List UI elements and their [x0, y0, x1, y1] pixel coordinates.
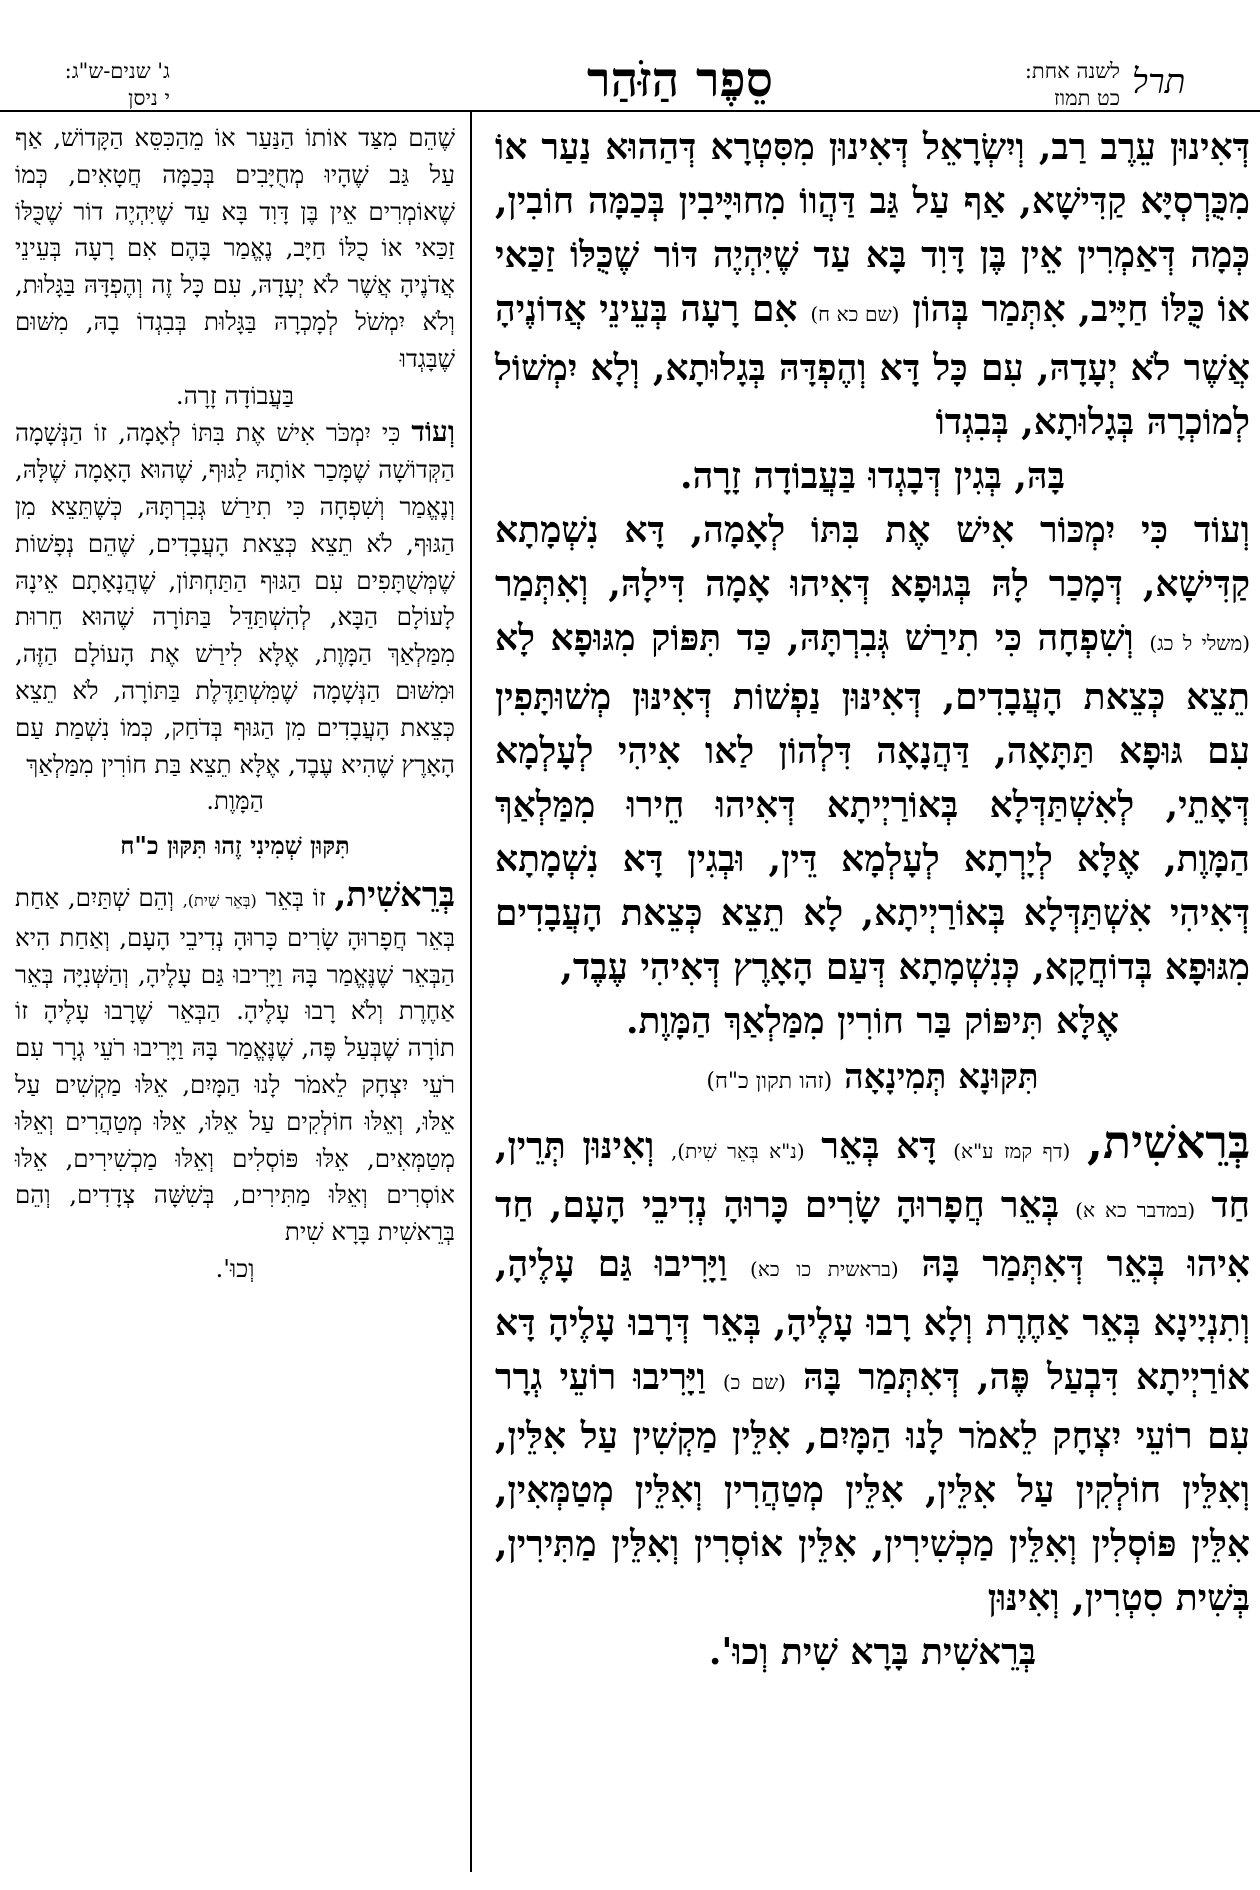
main-paragraph [495, 120, 1250, 449]
lead-word: וְעוֹד [411, 415, 455, 449]
section-subtitle: (זהו תקון כ"ח) [706, 1069, 833, 1094]
opening-word: בְּרֵאשִׁית, [334, 874, 455, 915]
main-paragraph [495, 503, 1250, 994]
main-text: וְשִׁפְחָה כִּי תִירַשׁ גְּבִרְתָּהּ, כַּד תִּפּוֹק מִגּוּפָא לָא תֵצֵא כְּצֵאת הָעֲבָדִים, דְּאִינּוּן נַפְשׁוֹת דְּאִינּוּן מְשׁוּתָּפִין עִם גּוּפָא תַּתָּאָה, דַּהֲנָאָה דִּלְהוֹן לַאו אִיהִי לְעָלְמָא דְּאָתֵי, לְאִשְׁתַּדְּלָא בְּאוֹרַיְיתָא דְּאִיהוּ חֵירוּ מִמַּלְאַךְ הַמָּוֶת, אֶלָּא לְיָרְתָא לְעָלְמָא דֵּין, וּבְגִין דָּא נִשְׁמָתָא דְּאִיהִי אִשְׁתַּדְּלָא בְּאוֹרַיְיתָא, לָא תֵצֵא כְּצֵאת הָעֲבָדִים מִגּוּפָא בְּדוֹחֲקָא, כְּנִשְׁמָתָא דְּעַם הָאָרֶץ דְּאִיהִי עֶבֶד, [495, 617, 1250, 988]
main-text: דְּאִינוּן עֵרֶב רַב, וְיִשְׂרָאֵל דְּאִינוּן מִסִּטְרָא דְּהַהוּא נַעַר אוֹ מִכֻּרְסְיָּא קַדִּישָׁא, אַף עַל גַּב דַּהֲווֹ מִחוּיָּיבִין בְּכַמָּה חוֹבִין, כְּמָה דְּאַמְרִין אֵין בֶּן דָּוִד בָּא עַד שֶׁיִּהְיֶה דּוֹר שֶׁכֻּלּוֹ זַכַּאי אוֹ כֻּלּוֹ חַיָּיב, אִתְּמַר בְּהוֹן [495, 126, 1250, 330]
verse-reference: (שם כ) [722, 1370, 786, 1394]
header-left-info [10, 58, 170, 112]
verse-reference: (משלי ל כג) [1149, 631, 1251, 655]
date-one-year: כט תמוז [1053, 86, 1120, 110]
main-paragraph [495, 1115, 1250, 1625]
variant-reference: (נ"א בְּאֵר שִׁית), [670, 1139, 805, 1163]
main-text-column [495, 120, 1250, 1679]
translation-paragraph-end: בַּעֲבוֹדָה זָרָה. [175, 380, 295, 410]
schedule-three-years: ג' שנים-ש"ג: [64, 59, 170, 83]
main-text: דָּא בְּאֵר [821, 1125, 937, 1167]
translation-text: זוֹ בְּאֵר [265, 882, 326, 912]
header-right-info [1000, 58, 1120, 112]
translation-section-heading: תִּקּוּן שְׁמִינִי זֶהוּ תִּקּוּן כ"ח [120, 831, 350, 861]
main-text: וַיָּרִיבוּ גַּם עָלֶיהָ, וְתִנְיָינָא בְּאֵר אַחֶרֶת וְלָא רָבוּ עָלֶיהָ, בְּאֵר דְּרָבוּ עָלֶיהָ דָּא אוֹרַיְיתָא דִּבְעַל פֶּה, דְּאִתְּמַר בָּהּ [495, 1243, 1250, 1398]
verse-reference: (שם כא ח) [810, 302, 900, 326]
translation-paragraph [15, 414, 455, 783]
translation-text: וְהֵם שְׁתַּיִם, אַחַת בְּאֵר חֲפָרוּהָ שָׂרִים כָּרוּהָ נְדִיבֵי הָעָם, וְאַחַת הִיא הַבְּאֵר שֶׁנֶּאֱמַר בָּהּ וַיָּרִיבוּ גַּם עָלֶיהָ, וְהַשְּׁנִיָּה בְּאֵר אַחֶרֶת וְלֹא רָבוּ עָלֶיהָ. הַבְּאֵר שֶׁרָבוּ עָלֶיהָ זוֹ תוֹרָה שֶׁבְּעַל פֶּה, שֶׁנֶּאֱמַר בָּהּ וַיָּרִיבוּ רֹעֵי גְרָר עִם רֹעֵי יִצְחָק לֵאמֹר לָנוּ הַמָּיִם, אֵלּוּ מַקְשִׁים עַל אֵלּוּ, וְאֵלּוּ חוֹלְקִים עַל אֵלּוּ, אֵלּוּ מְטַהֲרִים וְאֵלּוּ מְטַמְּאִים, אֵלּוּ פּוֹסְלִים וְאֵלּוּ מַכְשִׁירִים, אֵלּוּ אוֹסְרִים וְאֵלּוּ מַתִּירִים, בְּשִׁשָּׁה צְדָדִים, וְהֵם בְּרֵאשִׁית בָּרָא שִׁית [15, 882, 455, 1247]
column-divider [470, 112, 472, 1872]
main-text: וְעוֹד כִּי יִמְכּוֹר אִישׁ אֶת בִּתּוֹ לְאָמָה, דָּא נִשְׁמָתָא קַדִּישָׁא, דְּמָכַר לָהּ בְּגוּפָא דְּאִיהוּ אָמָה דִּילָהּ, וְאִתְּמַר [495, 509, 1250, 605]
main-text: וַיָּרִיבוּ רוֹעֵי גְרָר עִם רוֹעֵי יִצְחָק לֵאמֹר לָנוּ הַמָּיִם, אִלֵּין מַקְשִׁין עַל אִלֵּין, וְאִלֵּין חוֹלְקִין עַל אִלֵּין, אִלֵּין מְטַהֲרִין וְאִלֵּין מְטַמְּאִין, אִלֵּין פּוֹסְלִין וְאִלֵּין מַכְשִׁירִין, אִלֵּין אוֹסְרִין וְאִלֵּין מַתִּירִין, בְּשִׁית סִטְרִין, וְאִינּוּן [495, 1356, 1250, 1619]
section-title: תִּקּוּנָא תְּמִינָאָה [844, 1057, 1039, 1097]
main-text: אִם רָעָה בְּעֵינֵי אֲדוֹנֶיהָ אֲשֶׁר לֹא יְעָדָהּ, עִם כָּל דָּא וְהֶפְדָּהּ בְּגָלוּתָא, וְלָא יִמְשׁוֹל לְמוֹכְרָהּ בְּגָלוּתָא, בְּבִגְדוֹ [495, 288, 1250, 443]
main-paragraph-end: בָּהּ, בְּגִין דְּבָגְדוּ בַּעֲבוֹדָה זָרָה. [680, 455, 1065, 497]
translation-paragraph-end: הַמָּוֶת. [206, 786, 264, 816]
verse-reference: (בראשית כו כא) [750, 1257, 899, 1281]
opening-word: בְּרֵאשִׁית, [1087, 1115, 1250, 1169]
date-three-years: י ניסן [128, 86, 170, 110]
main-paragraph-end: אֶלָּא תִּיפּוֹק בַּר חוֹרִין מִמַּלְאַךְ הַמָּוֶת. [625, 1000, 1120, 1042]
translation-paragraph: שֶׁהֵם מִצַּד אוֹתוֹ הַנַּעַר אוֹ מֵהַכִּסֵּא הַקָּדוֹשׁ, אַף עַל גַּב שֶׁהָיוּ מְחֻיָּבִים בְּכַמָּה חֲטָאִים, כְּמוֹ שֶׁאוֹמְרִים אֵין בֶּן דָּוִד בָּא עַד שֶׁיִּהְיֶה דוֹר שֶׁכֻּלּוֹ זַכַּאי אוֹ כֻלּוֹ חַיָּב, נֶאֱמַר בָּהֶם אִם רָעָה בְּעֵינֵי אֲדֹנֶיהָ אֲשֶׁר לֹא יְעָדָהּ, עִם כָּל זֶה וְהֶפְדָּהּ בַּגָּלוּת, וְלֹא יִמְשֹׁל לְמָכְרָהּ בַּגָּלוּת בְּבִגְדוֹ בָהּ, מִשּׁוּם שֶׁבָּגְדוּ [15, 123, 455, 373]
book-title: סֵפֶר הַזֹּהַר [587, 52, 773, 108]
translation-paragraph [15, 874, 455, 1251]
main-text: בְּאֵר חֲפָרוּהָ שָׂרִים כָּרוּהָ נְדִיבֵי הָעָם, חַד אִיהוּ בְּאֵר דְּאִתְּמַר בָּהּ [495, 1184, 1251, 1285]
header-divider [0, 110, 1260, 112]
verse-reference: (במדבר כא א) [1075, 1198, 1196, 1222]
translation-column [15, 120, 455, 1288]
main-text: וְאִינּוּן תְּרֵין, חַד [495, 1125, 1250, 1226]
main-paragraph-end: בְּרֵאשִׁית בָּרָא שִׁית וְכוּ'. [708, 1631, 1037, 1673]
page-code: תרל [1132, 62, 1186, 102]
section-heading [495, 1050, 1250, 1109]
variant-reference: (בְּאֵר שִׁית), [182, 890, 257, 910]
page-reference: (דף קמז ע"א) [953, 1139, 1071, 1163]
translation-text: כִּי יִמְכֹּר אִישׁ אֶת בִּתּוֹ לְאָמָה, זוֹ הַנְּשָׁמָה הַקְּדוֹשָׁה שֶׁמָּכַר אוֹתָהּ לַגּוּף, שֶׁהוּא הָאָמָה שֶׁלָּהּ, וְנֶאֱמַר וְשִׁפְחָה כִּי תִירַשׁ גְּבִרְתָּהּ, כְּשֶׁתֵּצֵא מִן הַגּוּף, לֹא תֵצֵא כְּצֵאת הָעֲבָדִים, שֶׁהֵם נְפָשׁוֹת שֶׁמְּשֻׁתָּפִים עִם הַגּוּף הַתַּחְתּוֹן, שֶׁהֲנָאָתָם אֵינָהּ לָעוֹלָם הַבָּא, לְהִשְׁתַּדֵּל בַּתּוֹרָה שֶׁהוּא חֵרוּת מִמַּלְאַךְ הַמָּוֶת, אֶלָּא לִירַשׁ אֶת הָעוֹלָם הַזֶּה, וּמִשּׁוּם הַנְּשָׁמָה שֶׁמִּשְׁתַּדֶּלֶת בַּתּוֹרָה, לֹא תֵצֵא כְּצֵאת הָעֲבָדִים מִן הַגּוּף בְּדֹחַק, כְּמוֹ נִשְׁמַת עַם הָאָרֶץ שֶׁהִיא עֶבֶד, אֶלָּא תֵצֵא בַּת חוֹרִין מִמַּלְאַךְ [15, 418, 455, 779]
translation-paragraph-end: וְכוּ'. [215, 1253, 255, 1283]
schedule-one-year: לשנה אחת: [1024, 59, 1120, 83]
